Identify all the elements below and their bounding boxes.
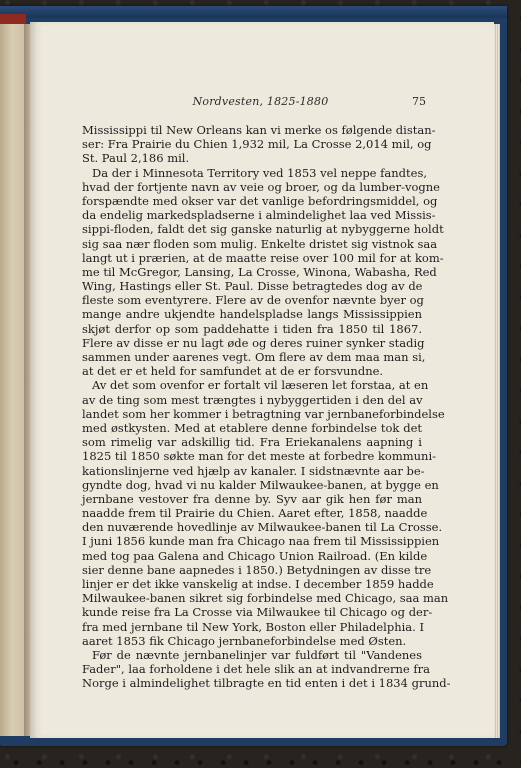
text-line: den nuværende hovedlinje av Milwaukee-banen til La Crosse. [82, 520, 443, 535]
text-line: hvad der fortjente navn av veie og broer, og da lumber-vogne [82, 179, 440, 194]
body-text [82, 123, 451, 691]
text-line: fra med jernbane til New York, Boston eller Philadelphia. I [82, 619, 425, 634]
text-line: 1825 til 1850 søkte man for det meste at forbedre kommuni- [82, 449, 437, 464]
text-line: at det er et held for samfundet at de er forsvundne. [82, 364, 384, 379]
text-line: Av det som ovenfor er fortalt vil læseren let forstaa, at en [92, 378, 429, 393]
text-line: sammen under aarenes vegt. Om flere av dem maa man si, [82, 350, 426, 364]
page-number: 75 [412, 95, 426, 108]
text-line: Milwaukee-banen sikret sig forbindelse med Chicago, saa man [82, 591, 449, 606]
text-line: Før de nævnte jernbanelinjer var fuldført til "Vandenes [92, 647, 422, 662]
text-line: gyndte dog, hvad vi nu kalder Milwaukee-banen, at bygge en [82, 477, 439, 492]
text-line: sippi-floden, faldt det sig ganske naturlig at nybyggerne holdt [82, 222, 444, 237]
book-cover-top-edge [0, 6, 507, 18]
text-line: langt ut i prærien, at de maatte reise over 100 mil for at kom- [82, 250, 444, 265]
text-line: Fader", laa forholdene i det hele slik an at indvandrerne fra [82, 662, 430, 677]
text-line: Da der i Minnesota Territory ved 1853 vel neppe fandtes, [92, 165, 428, 180]
text-line: jernbane vestover fra denne by. Syv aar gik hen før man [82, 491, 422, 506]
text-line: me til McGregor, Lansing, La Crosse, Winona, Wabasha, Red [82, 264, 437, 279]
text-line: da endelig markedspladserne i almindelighet laa ved Missis- [82, 208, 436, 223]
text-line: Mississippi til New Orleans kan vi merke os følgende distan- [82, 123, 436, 137]
text-line: I juni 1856 kunde man fra Chicago naa frem til Mississippien [82, 534, 440, 549]
text-line: av de ting som mest trængtes i nybyggertiden i den del av [82, 392, 423, 407]
text-line: som rimelig var adskillig tid. Fra Eriekanalens aapning i [82, 435, 422, 450]
text-line: mange andre ukjendte handelspladse langs Mississippien [82, 307, 422, 322]
text-line: ser: Fra Prairie du Chien 1,932 mil, La Crosse 2,014 mil, og [82, 137, 432, 152]
text-line: sig saa nær floden som mulig. Enkelte dristet sig vistnok saa [82, 236, 438, 251]
text-line: naadde frem til Prairie du Chien. Aaret efter, 1858, naadde [82, 506, 428, 521]
text-line: kationslinjerne ved hjælp av kanaler. I sidstnævnte aar be- [82, 463, 425, 478]
text-line: linjer er det ikke vanskelig at indse. I december 1859 hadde [82, 577, 434, 591]
text-line: forspændte med okser var det vanlige befordringsmiddel, og [82, 193, 438, 208]
text-line: kunde reise fra La Crosse via Milwaukee til Chicago og der- [82, 605, 433, 620]
text-line: skjøt derfor op som paddehatte i tiden fra 1850 til 1867. [82, 321, 422, 336]
text-line: St. Paul 2,186 mil. [82, 151, 190, 166]
text-line: sier denne bane aapnedes i 1850.) Betydningen av disse tre [82, 562, 432, 577]
text-line: med østkysten. Med at etablere denne forbindelse tok det [82, 420, 422, 435]
text-line: aaret 1853 fik Chicago jernbaneforbindelse med Østen. [82, 633, 407, 648]
text-line: fleste som eventyrere. Flere av de ovenfor nævnte byer og [82, 293, 424, 308]
text-line: med tog paa Galena and Chicago Union Railroad. (En kilde [82, 548, 428, 563]
text-line: landet som her kommer i betragtning var jernbaneforbindelse [82, 406, 445, 421]
text-line: Wing, Hastings eller St. Paul. Disse betragtedes dog av de [82, 279, 423, 294]
text-line: Flere av disse er nu lagt øde og deres ruiner synker stadig [82, 335, 425, 350]
running-title: Nordvesten, 1825-1880 [192, 95, 329, 108]
text-line: Norge i almindelighet tilbragte en tid enten i det i 1834 grund- [82, 676, 451, 691]
